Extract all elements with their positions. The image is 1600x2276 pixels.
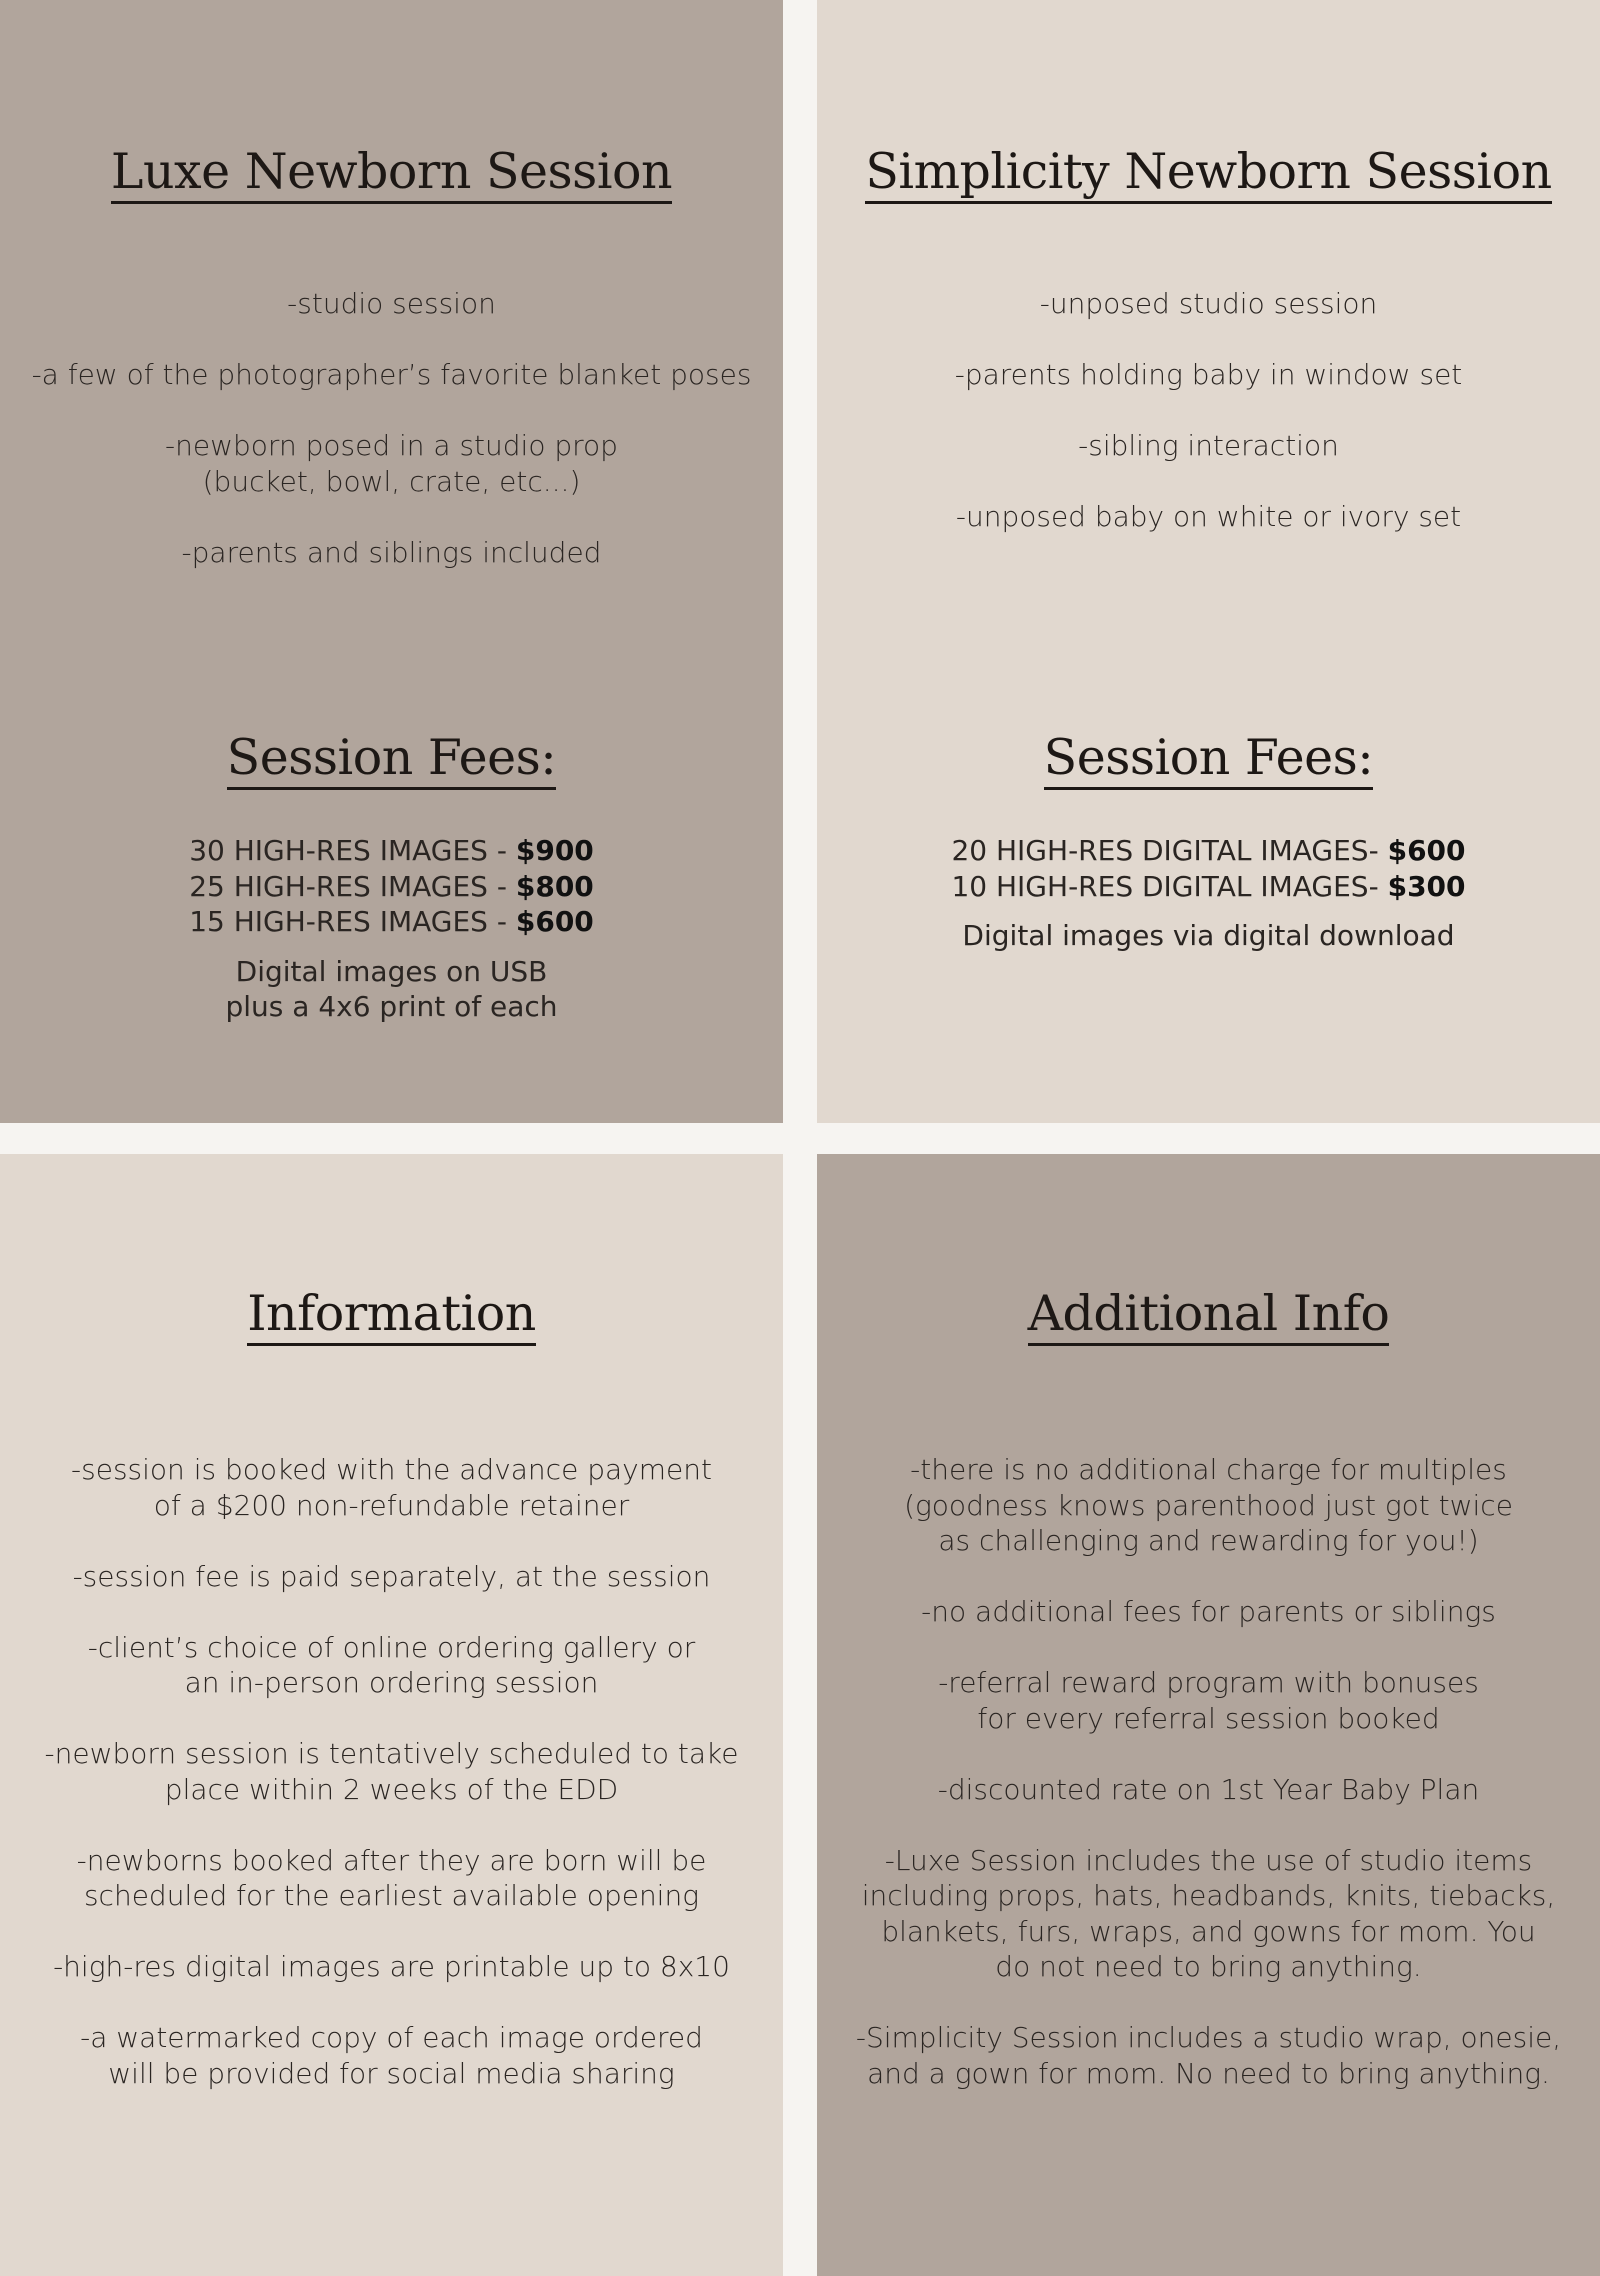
list-item: -newborns booked after they are born will be scheduled for the earliest available opening: [76, 1843, 707, 1912]
fee-row: 20 HIGH-RES DIGITAL IMAGES- $600: [951, 834, 1466, 867]
luxe-fees-list: [0, 833, 783, 1025]
fee-row: 15 HIGH-RES IMAGES - $600: [189, 905, 594, 938]
list-item: -discounted rate on 1st Year Baby Plan: [937, 1772, 1480, 1806]
list-item: -studio session: [287, 287, 496, 320]
fee-row: 25 HIGH-RES IMAGES - $800: [189, 869, 594, 903]
additional-info-panel: [817, 1154, 1600, 2276]
fee-row: 10 HIGH-RES DIGITAL IMAGES- $300: [951, 869, 1466, 903]
list-item: -unposed studio session: [1039, 287, 1378, 320]
list-item: -referral reward program with bonuses for every referral session booked: [938, 1666, 1479, 1735]
list-item: -parents and siblings included: [181, 535, 602, 569]
additional-info-list: [817, 1452, 1600, 2091]
list-item: -a few of the photographer’s favorite blanket poses: [31, 358, 752, 391]
list-item: -no additional fees for parents or siblings: [921, 1595, 1496, 1628]
additional-info-title: Additional Info: [817, 1284, 1600, 1346]
list-item: -session is booked with the advance payment of a $200 non-refundable retainer: [71, 1453, 712, 1522]
luxe-session-panel: [0, 0, 783, 1123]
simplicity-session-features: [817, 286, 1600, 535]
luxe-session-features: [0, 286, 783, 570]
fee-price: $600: [1387, 834, 1466, 867]
fee-row: 30 HIGH-RES IMAGES - $900: [189, 834, 594, 867]
fee-note: Digital images on USB plus a 4x6 print of each: [225, 954, 558, 1023]
fee-price: $300: [1387, 869, 1466, 903]
luxe-fees-title: Session Fees:: [0, 728, 783, 790]
list-item: -newborn posed in a studio prop (bucket, bowl, crate, etc...): [165, 429, 618, 498]
list-item: -a watermarked copy of each image ordered will be provided for social media sharing: [80, 2021, 703, 2090]
fee-note: Digital images via digital download: [962, 919, 1455, 952]
list-item: -newborn session is tentatively scheduled to take place within 2 weeks of the EDD: [44, 1737, 739, 1806]
simplicity-fees-list: [817, 833, 1600, 954]
information-panel: [0, 1154, 783, 2276]
information-list: [0, 1452, 783, 2091]
simplicity-session-panel: [817, 0, 1600, 1123]
simplicity-session-title: Simplicity Newborn Session: [817, 142, 1600, 204]
list-item: -Luxe Session includes the use of studio items including props, hats, headbands, knits, tiebacks, blankets, furs, wraps, and gowns for mom. You do not need to bring anything.: [861, 1843, 1556, 1983]
list-item: -unposed baby on white or ivory set: [955, 500, 1462, 533]
simplicity-fees-title: Session Fees:: [817, 728, 1600, 790]
list-item: -Simplicity Session includes a studio wrap, onesie, and a gown for mom. No need to bring anything.: [855, 2021, 1562, 2090]
list-item: -client’s choice of online ordering gallery or an in-person ordering session: [87, 1630, 696, 1699]
list-item: -high-res digital images are printable up to 8x10: [53, 1950, 730, 1983]
fee-price: $800: [515, 869, 594, 903]
fee-price: $600: [515, 905, 594, 938]
information-title: Information: [0, 1284, 783, 1346]
list-item: -parents holding baby in window set: [954, 358, 1463, 391]
luxe-session-title: Luxe Newborn Session: [0, 142, 783, 204]
fee-price: $900: [515, 834, 594, 867]
list-item: -sibling interaction: [1078, 429, 1339, 462]
list-item: -session fee is paid separately, at the session: [72, 1559, 711, 1593]
list-item: -there is no additional charge for multiples (goodness knows parenthood just got twice as challenging and rewarding for you!): [904, 1453, 1513, 1557]
